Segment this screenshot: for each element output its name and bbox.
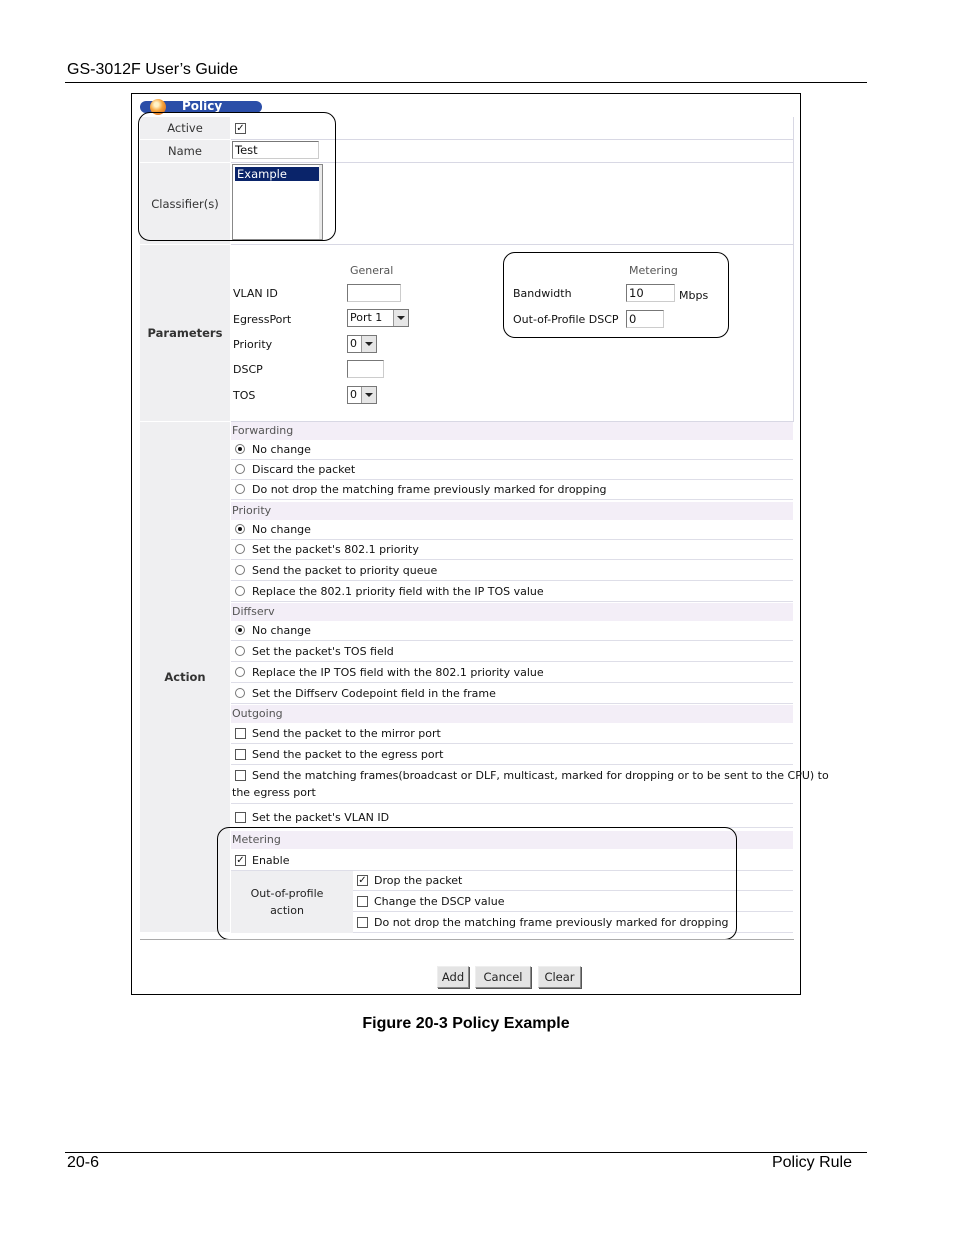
option-label: Send the packet to the mirror port	[252, 727, 441, 740]
option-label: No change	[252, 443, 311, 456]
checkbox[interactable]	[235, 749, 246, 760]
checkbox[interactable]: ✓	[358, 875, 367, 886]
radio-button[interactable]	[235, 444, 245, 454]
metering-enable-checkbox[interactable]: ✓	[236, 855, 245, 866]
callout-metering-parameters	[503, 252, 729, 338]
add-button[interactable]: Add	[437, 966, 469, 988]
option-label: Replace the IP TOS field with the 802.1 priority value	[252, 666, 544, 679]
priority-value: 0	[350, 337, 357, 350]
chapter-title: Policy Rule	[771, 1154, 852, 1171]
priority-option[interactable]	[231, 582, 793, 602]
priority-option[interactable]	[231, 561, 793, 581]
option-label: Discard the packet	[252, 463, 356, 476]
option-label: Set the packet's VLAN ID	[252, 811, 390, 824]
cancel-button[interactable]: Cancel	[475, 966, 531, 988]
option-label: Send the packet to priority queue	[252, 564, 438, 577]
dscp-label: DSCP	[233, 363, 263, 376]
forwarding-option[interactable]	[231, 480, 793, 500]
callout-metering-action	[217, 827, 737, 940]
vlan-id-label: VLAN ID	[233, 287, 278, 300]
bandwidth-label: Bandwidth	[513, 287, 572, 300]
radio-button[interactable]	[235, 625, 245, 635]
option-label: Send the packet to the egress port	[252, 748, 444, 761]
figure-caption: Figure 20-3 Policy Example	[362, 1015, 570, 1032]
radio-button[interactable]	[235, 484, 245, 494]
option-label: Do not drop the matching frame previously marked for dropping	[374, 916, 729, 929]
priority-action-header: Priority	[231, 502, 793, 520]
option-label: Do not drop the matching frame previously marked for dropping	[252, 483, 607, 496]
policy-screenshot-frame	[131, 93, 829, 995]
radio-button[interactable]	[235, 586, 245, 596]
option-label: No change	[252, 523, 311, 536]
diffserv-option[interactable]	[231, 621, 793, 641]
priority-option[interactable]	[231, 520, 793, 540]
out-of-profile-dscp-label: Out-of-Profile DSCP	[513, 313, 619, 326]
outgoing-header: Outgoing	[231, 705, 793, 723]
option-label: Replace the 802.1 priority field with the IP TOS value	[252, 585, 544, 598]
option-label: Set the packet's 802.1 priority	[252, 543, 419, 556]
chevron-down-icon[interactable]	[361, 387, 376, 403]
footer-rule	[65, 1152, 867, 1153]
option-label: Send the matching frames(broadcast or DLF, multicast, marked for dropping or to be sent to the CPU) to	[252, 769, 829, 782]
radio-button[interactable]	[235, 667, 245, 677]
chevron-down-icon[interactable]	[393, 310, 408, 326]
active-label: Active	[140, 117, 230, 139]
policy-panel	[132, 94, 829, 994]
action-label: Action	[140, 422, 230, 932]
checkbox[interactable]	[235, 728, 246, 739]
name-label: Name	[140, 140, 230, 162]
bandwidth-input[interactable]: 10	[626, 284, 675, 302]
radio-button[interactable]	[235, 646, 245, 656]
radio-button[interactable]	[235, 544, 245, 554]
vlan-id-input[interactable]	[347, 284, 401, 302]
forwarding-option[interactable]	[231, 440, 793, 460]
out-of-profile-dscp-input[interactable]: 0	[626, 310, 664, 328]
option-label: No change	[252, 624, 311, 637]
callout-basic-settings	[138, 112, 336, 241]
buttons-divider	[140, 939, 794, 940]
egress-port-value: Port 1	[350, 311, 383, 324]
metering-enable-label: Enable	[252, 854, 290, 867]
metering-action-header: Metering	[231, 831, 793, 849]
bandwidth-unit: Mbps	[679, 289, 709, 302]
classifier-item-example[interactable]: Example	[235, 167, 320, 181]
document-header: GS-3012F User’s Guide	[67, 61, 239, 78]
page-number: 20-6	[67, 1154, 100, 1171]
option-label: Drop the packet	[374, 874, 463, 887]
metering-header: Metering	[629, 264, 678, 277]
parameters-label: Parameters	[140, 245, 230, 421]
active-checkbox[interactable]: ✓	[236, 123, 245, 134]
checkbox[interactable]	[235, 770, 246, 781]
radio-button[interactable]	[235, 688, 245, 698]
outgoing-option[interactable]	[231, 766, 829, 804]
clear-button[interactable]: Clear	[538, 966, 581, 988]
diffserv-option[interactable]	[231, 684, 793, 704]
chevron-down-icon[interactable]	[361, 336, 376, 352]
outgoing-option[interactable]	[231, 808, 793, 828]
forwarding-option[interactable]	[231, 460, 793, 480]
name-input[interactable]: Test	[232, 141, 319, 159]
tos-select[interactable]	[347, 386, 377, 404]
radio-button[interactable]	[235, 565, 245, 575]
dscp-input[interactable]	[347, 360, 384, 378]
tos-label: TOS	[233, 389, 256, 402]
outgoing-option[interactable]	[231, 724, 793, 744]
option-label-wrap: the egress port	[232, 786, 316, 799]
checkbox[interactable]	[235, 812, 246, 823]
classifiers-label: Classifier(s)	[140, 163, 230, 244]
header-rule	[65, 82, 867, 83]
general-header: General	[350, 264, 394, 277]
diffserv-header: Diffserv	[231, 603, 793, 621]
diffserv-option[interactable]	[231, 642, 793, 662]
priority-select[interactable]	[347, 335, 377, 353]
radio-button[interactable]	[235, 524, 245, 534]
out-of-profile-label: Out-of-profile	[250, 887, 324, 900]
out-of-profile-label-action: action	[270, 904, 304, 917]
egress-port-select[interactable]	[347, 309, 409, 327]
diffserv-option[interactable]	[231, 663, 793, 683]
priority-label: Priority	[233, 338, 273, 351]
tos-value: 0	[350, 388, 357, 401]
egress-port-label: EgressPort	[233, 313, 292, 326]
radio-button[interactable]	[235, 464, 245, 474]
option-label: Set the Diffserv Codepoint field in the frame	[252, 687, 496, 700]
policy-title: Policy	[182, 99, 223, 113]
priority-option[interactable]	[231, 540, 793, 560]
outgoing-option[interactable]	[231, 745, 793, 765]
option-label: Set the packet's TOS field	[252, 645, 394, 658]
forwarding-header: Forwarding	[231, 422, 793, 440]
option-label: Change the DSCP value	[374, 895, 505, 908]
